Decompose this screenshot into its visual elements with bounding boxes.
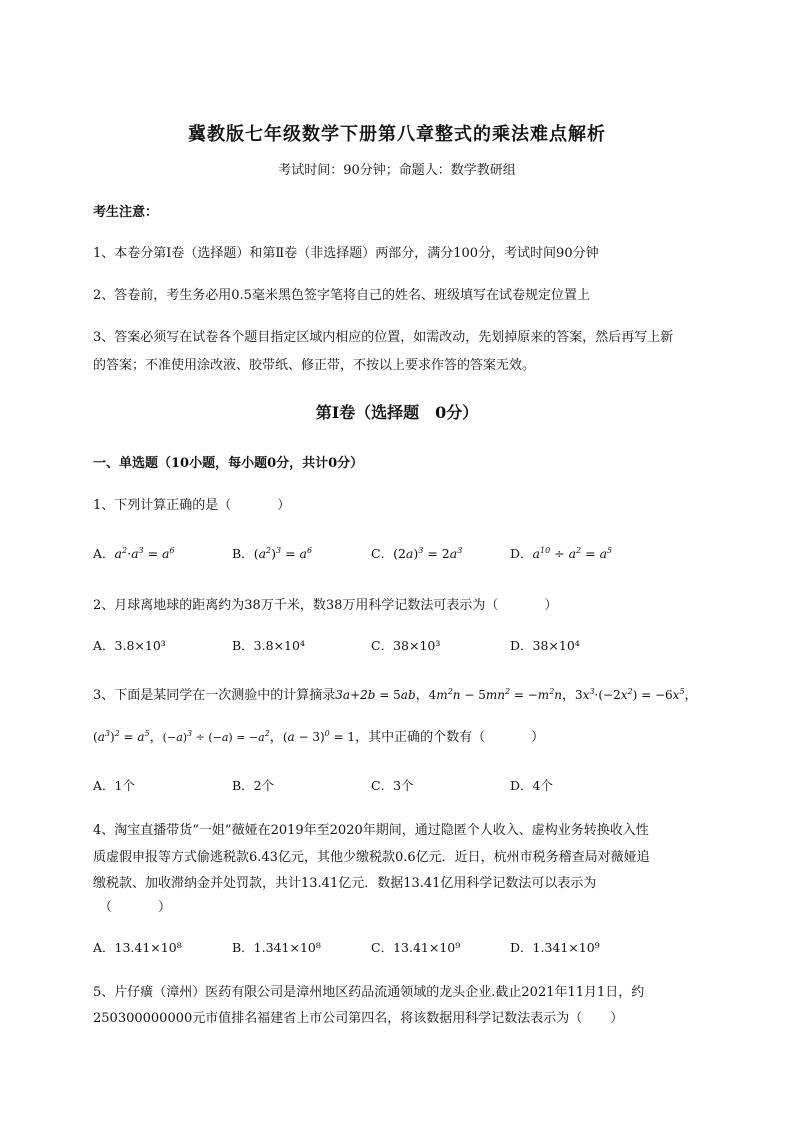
notice-heading: 考生注意： <box>93 205 159 220</box>
question-4-stem-line3: 缴税款、加收滞纳金并处罚款，共计13.41亿元．数据13.41亿用科学记数法可以表示为 <box>93 876 597 891</box>
notice-item-3-cont: 的答案；不准使用涂改液、胶带纸、修正带，不按以上要求作答的答案无效。 <box>93 358 536 373</box>
question-3-option-a: A．1个 <box>93 778 135 793</box>
question-3-option-d: D．4个 <box>510 778 553 793</box>
part-heading: 一、单选题（10小题，每小题0分，共计0分） <box>93 456 364 471</box>
notice-item-2: 2、答卷前，考生务必用0.5毫米黑色签字笔将自己的姓名、班级填写在试卷规定位置上 <box>93 288 590 303</box>
exam-info: 考试时间：90分钟；命题人：数学教研组 <box>278 163 516 178</box>
question-4-option-d: D．1.341×10⁹ <box>510 940 600 955</box>
question-3-stem-cont: $(a^3)^2 = a^5$，$(-a)^3 \div (-a) = -a^2$，$(a - 3)^0 = 1$，其中正确的个数有（ ） <box>93 729 545 745</box>
document-title: 冀教版七年级数学下册第八章整式的乘法难点解析 <box>188 124 606 145</box>
section-title: 第I卷（选择题 0分） <box>315 403 479 422</box>
question-2-option-b: B．3.8×10⁴ <box>232 638 305 653</box>
question-4-option-a: A．13.41×10⁸ <box>93 940 182 955</box>
question-5-stem: 5、片仔癀（漳州）医药有限公司是漳州地区药品流通领域的龙头企业.截止2021年11月1日，约 <box>93 985 645 1000</box>
question-5-stem-line2: 250300000000元市值排名福建省上市公司第四名，将该数据用科学记数法表示为（ ） <box>93 1011 624 1026</box>
question-4-option-c: C．13.41×10⁹ <box>371 940 461 955</box>
question-3-option-b: B．2个 <box>232 778 275 793</box>
question-2-option-a: A．3.8×10³ <box>93 638 166 653</box>
question-3-option-c: C．3个 <box>371 778 414 793</box>
question-3-stem: 3、下面是某同学在一次测验中的计算摘录3a+2b = 5ab，$4m^2n - 5mn^2 = -m^2n$，$3x^3\cdot(-2x^2) = -6x^5$， <box>93 687 698 703</box>
question-1-option-b: B．$(a^2)^3 = a^6$ <box>232 546 313 561</box>
question-2-option-d: D．38×10⁴ <box>510 638 580 653</box>
question-4-option-b: B．1.341×10⁸ <box>232 940 321 955</box>
question-1-stem: 1、下列计算正确的是（ ） <box>93 498 291 513</box>
question-4-answer-blank: （ ） <box>99 900 172 915</box>
question-1-option-c: C．$(2a)^3 = 2a^3$ <box>371 546 463 561</box>
notice-item-3: 3、答案必须写在试卷各个题目指定区域内相应的位置，如需改动，先划掉原来的答案，然后再写上新 <box>93 330 674 345</box>
question-4-stem: 4、淘宝直播带货“一姐”薇娅在2019年至2020年期间，通过隐匿个人收入、虚构业务转换收入性 <box>93 823 649 838</box>
question-1-option-d: D．$a^{10} \div a^2 = a^5$ <box>510 546 613 561</box>
question-2-stem: 2、月球离地球的距离约为38万千米，数38万用科学记数法可表示为（ ） <box>93 598 558 613</box>
question-4-stem-line2: 质虚假申报等方式偷逃税款6.43亿元，其他少缴税款0.6亿元．近日，杭州市税务稽查局对薇娅追 <box>93 850 650 865</box>
question-2-option-c: C．38×10³ <box>371 638 441 653</box>
question-1-option-a: A．$a^2\cdot a^3 = a^6$ <box>93 546 175 561</box>
notice-item-1: 1、本卷分第I卷（选择题）和第Ⅱ卷（非选择题）两部分，满分100分，考试时间90分钟 <box>93 246 599 261</box>
